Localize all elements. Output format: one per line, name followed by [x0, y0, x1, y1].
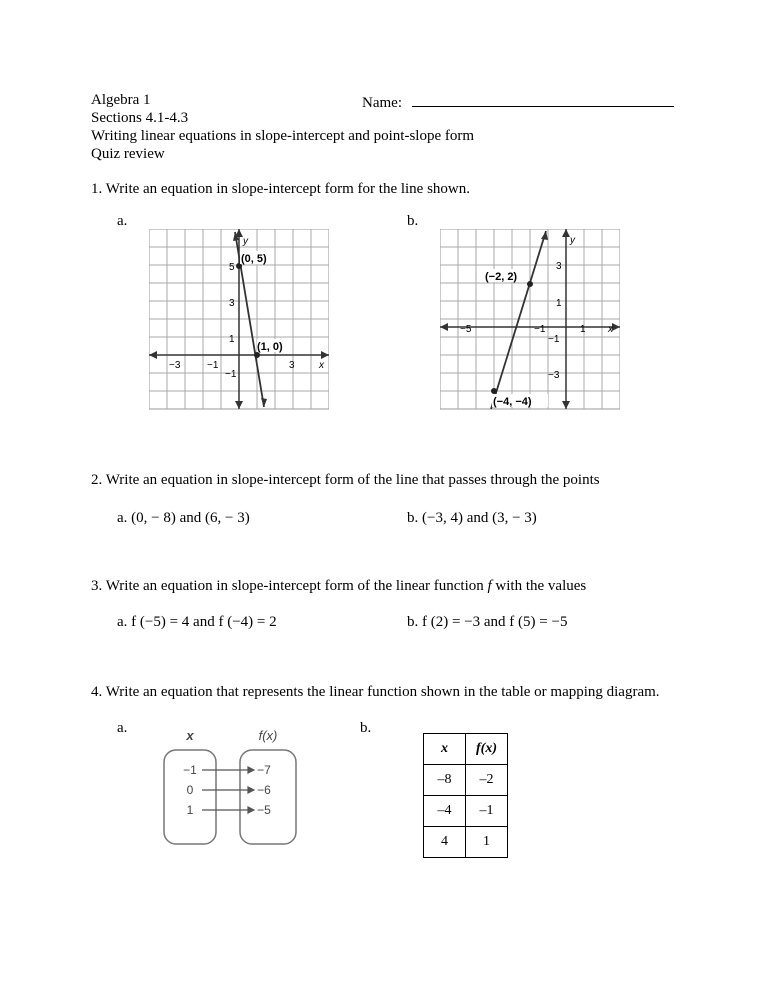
table-header-x: x [424, 734, 466, 765]
table-row [424, 796, 508, 827]
mapping-output-1: −7 [257, 763, 271, 777]
graph-b [440, 229, 620, 411]
sections: Sections 4.1-4.3 [91, 110, 189, 126]
table-cell: 4 [424, 827, 466, 858]
table-cell: –1 [466, 796, 508, 827]
mapping-output-3: −5 [257, 803, 271, 817]
q2-prompt: 2. Write an equation in slope-intercept form of the line that passes through the points [91, 472, 600, 488]
topic: Writing linear equations in slope-intercept and point-slope form [91, 128, 475, 144]
mapping-x-header: x [186, 728, 194, 743]
mapping-input-3: 1 [186, 803, 194, 817]
q3-prompt-f: f [487, 578, 492, 594]
graph-b-tick-xneg5: −5 [460, 324, 472, 335]
q3-a: a. f (−5) = 4 and f (−4) = 2 [117, 614, 277, 630]
graph-a-tick-y3: 3 [229, 298, 235, 309]
graph-b-point2-label: (−4, −4) [493, 396, 532, 408]
q1-a-label: a. [117, 213, 128, 229]
q2-b: b. (−3, 4) and (3, − 3) [407, 510, 537, 526]
graph-a-point1-label: (0, 5) [241, 253, 267, 265]
course-title: Algebra 1 [91, 92, 151, 108]
graph-a-tick-xneg3: −3 [169, 360, 181, 371]
q4-b-label: b. [360, 720, 372, 736]
quiz-type: Quiz review [91, 146, 165, 162]
table-cell: –4 [424, 796, 466, 827]
table-cell: –8 [424, 765, 466, 796]
q3-b: b. f (2) = −3 and f (5) = −5 [407, 614, 568, 630]
q4-a-label: a. [117, 720, 128, 736]
mapping-input-2: 0 [186, 783, 194, 797]
q1-prompt: 1. Write an equation in slope-intercept form for the line shown. [91, 181, 471, 197]
q3-prompt-post: with the values [491, 578, 587, 594]
name-field [362, 92, 674, 112]
graph-a-tick-yneg1: −1 [225, 369, 237, 380]
table-header-row [424, 734, 508, 765]
table-header-fx: f(x) [466, 734, 508, 765]
table-cell: 1 [466, 827, 508, 858]
mapping-diagram [160, 724, 300, 848]
q3-prompt-pre: 3. Write an equation in slope-intercept form of the linear function [91, 578, 488, 594]
graph-b-point1-label: (−2, 2) [485, 271, 518, 283]
mapping-input-1: −1 [183, 763, 197, 777]
graph-a-tick-xneg1: −1 [207, 360, 219, 371]
graph-b-tick-y3: 3 [556, 261, 562, 272]
graph-b-y-label: y [570, 235, 575, 246]
graph-a-tick-y5: 5 [229, 262, 235, 273]
q3-prompt [91, 578, 586, 595]
q2-a: a. (0, − 8) and (6, − 3) [117, 510, 250, 526]
graph-a-tick-x3: 3 [289, 360, 295, 371]
graph-b-tick-y1: 1 [556, 298, 562, 309]
graph-b-tick-x1: 1 [580, 324, 586, 335]
function-table [423, 733, 508, 858]
graph-b-tick-yneg3: −3 [548, 370, 560, 381]
q4-prompt: 4. Write an equation that represents the linear function shown in the table or mapping diagram. [91, 684, 660, 700]
graph-b-tick-xneg1: −1 [534, 324, 546, 335]
name-blank [412, 92, 674, 107]
graph-a-tick-y1: 1 [229, 334, 235, 345]
q1-b-label: b. [407, 213, 419, 229]
name-label: Name: [362, 95, 402, 111]
graph-b-x-label: x [608, 324, 613, 335]
table-cell: –2 [466, 765, 508, 796]
graph-a-point2-label: (1, 0) [257, 341, 283, 353]
graph-a-x-label: x [319, 360, 324, 371]
graph-a [149, 229, 329, 411]
mapping-output-2: −6 [257, 783, 271, 797]
mapping-fx-header: f(x) [258, 728, 278, 743]
table-row [424, 765, 508, 796]
table-row [424, 827, 508, 858]
graph-a-y-label: y [243, 236, 248, 247]
graph-b-tick-yneg1: −1 [548, 334, 560, 345]
